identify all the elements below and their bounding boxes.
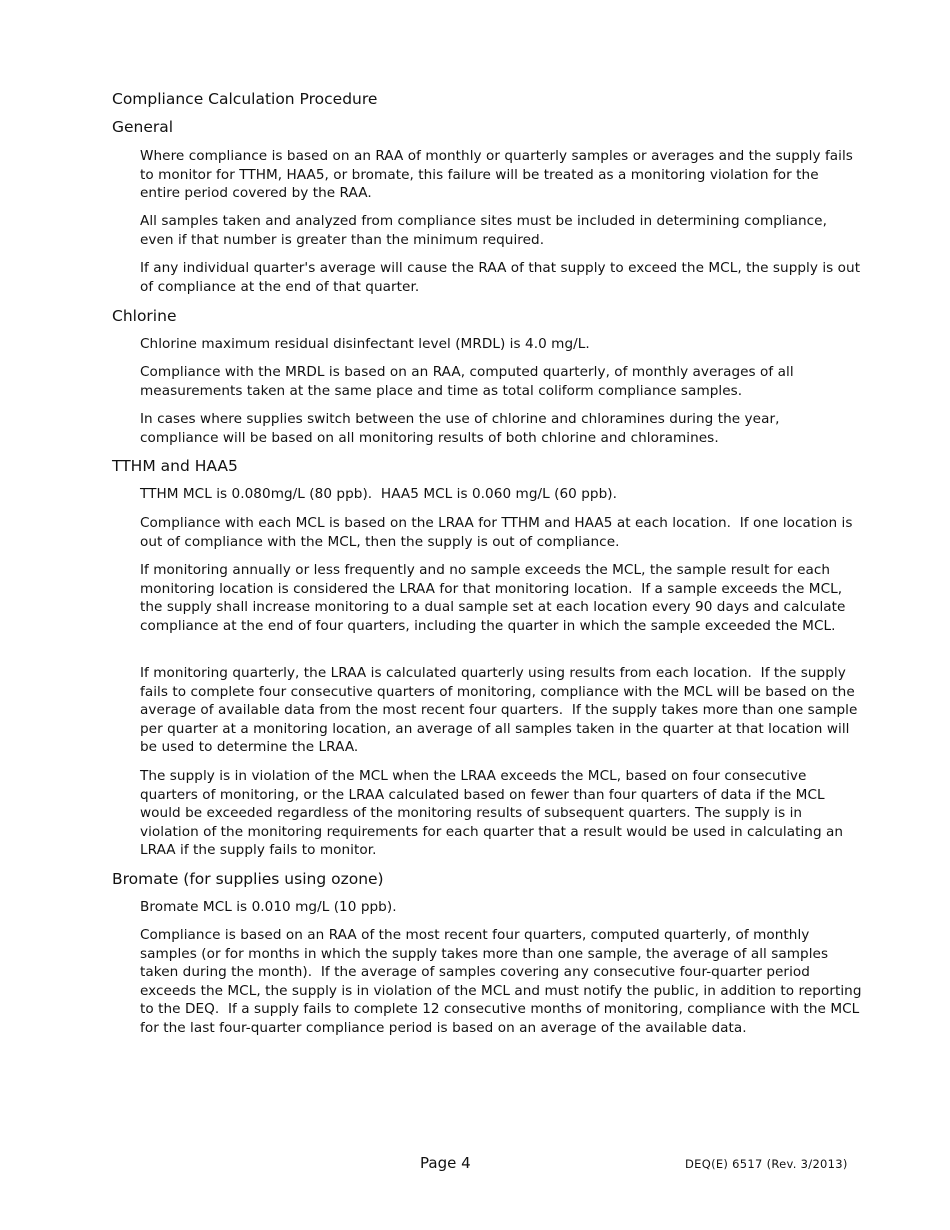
paragraph: If any individual quarter's average will cause the RAA of that supply to exceed the MCL, the supply is out of compliance at the end of that quarter. — [140, 260, 861, 295]
form-number: DEQ(E) 6517 (Rev. 3/2013) — [685, 1157, 848, 1171]
paragraph: Compliance is based on an RAA of the most recent four quarters, computed quarterly, of monthly samples (or for months in which the supply takes more than one sample, the average of all samples taken during the month). If the average of samples covering any consecutive four-quarter period exceeds the MCL, the supply is in violation of the MCL and must notify the public, in addition to reporting to the DEQ. If a supply fails to complete 12 consecutive months of monitoring, compliance with the MCL for the last four-quarter compliance period is based on an average of the available data. — [140, 927, 866, 1036]
section-heading-bromate: Bromate (for supplies using ozone) — [112, 870, 384, 888]
paragraph: If monitoring quarterly, the LRAA is calculated quarterly using results from each location. If the supply fails to complete four consecutive quarters of monitoring, compliance with the MCL will be based on the average of available data from the most recent four quarters. If the supply takes more than one sample per quarter at a monitoring location, an average of all samples taken in the quarter at that location will be used to determine the LRAA. — [140, 665, 862, 756]
page-title: Compliance Calculation Procedure — [112, 90, 378, 108]
paragraph: If monitoring annually or less frequently and no sample exceeds the MCL, the sample result for each monitoring location is considered the LRAA for that monitoring location. If a sample exceeds the MCL, the supply shall increase monitoring to a dual sample set at each location every 90 days and calculate compliance at the end of four quarters, including the quarter in which the sample exceeded the MCL. — [140, 562, 850, 634]
section-heading-general: General — [112, 118, 174, 136]
page-number: Page 4 — [420, 1154, 471, 1172]
paragraph: Chlorine maximum residual disinfectant level (MRDL) is 4.0 mg/L. — [140, 336, 590, 352]
section-heading-tthm-haa5: TTHM and HAA5 — [112, 457, 238, 475]
paragraph: In cases where supplies switch between the use of chlorine and chloramines during the year, compliance will be based on all monitoring results of both chlorine and chloramines. — [140, 411, 780, 446]
paragraph: TTHM MCL is 0.080mg/L (80 ppb). HAA5 MCL is 0.060 mg/L (60 ppb). — [140, 486, 617, 502]
paragraph: All samples taken and analyzed from compliance sites must be included in determining compliance, even if that number is greater than the minimum required. — [140, 213, 827, 248]
paragraph: Bromate MCL is 0.010 mg/L (10 ppb). — [140, 899, 397, 915]
paragraph: Compliance with each MCL is based on the LRAA for TTHM and HAA5 at each location. If one location is out of compliance with the MCL, then the supply is out of compliance. — [140, 515, 857, 550]
paragraph: The supply is in violation of the MCL when the LRAA exceeds the MCL, based on four consecutive quarters of monitoring, or the LRAA calculated based on fewer than four quarters of data if the MCL would be exceeded regardless of the monitoring results of subsequent quarters. The supply is in violation of the monitoring requirements for each quarter that a result would be used in calculating an LRAA if the supply fails to monitor. — [140, 768, 844, 859]
section-heading-chlorine: Chlorine — [112, 307, 177, 325]
paragraph: Compliance with the MRDL is based on an RAA, computed quarterly, of monthly averages of all measurements taken at the same place and time as total coliform compliance samples. — [140, 364, 794, 399]
paragraph: Where compliance is based on an RAA of monthly or quarterly samples or averages and the supply fails to monitor for TTHM, HAA5, or bromate, this failure will be treated as a monitoring violation for the entire period covered by the RAA. — [140, 148, 853, 202]
